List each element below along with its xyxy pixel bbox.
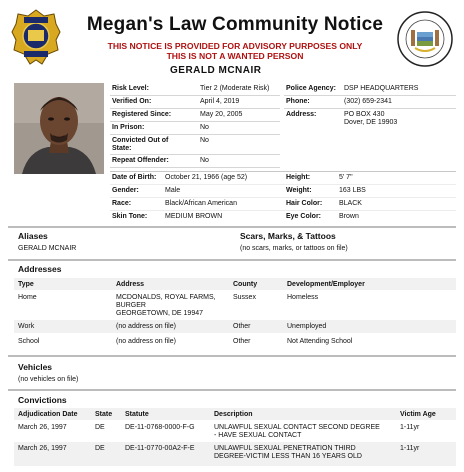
eye-color-value: Brown bbox=[339, 213, 359, 220]
conviction-row-1-victim-age: 1-11yr bbox=[400, 424, 420, 431]
address-line2: Dover, DE 19903 bbox=[344, 119, 398, 126]
divider bbox=[110, 121, 280, 122]
vehicles-heading: Vehicles bbox=[18, 362, 53, 372]
verified-on-label: Verified On: bbox=[112, 98, 152, 105]
alias-item: GERALD MCNAIR bbox=[18, 245, 77, 252]
section-divider bbox=[8, 389, 456, 391]
offender-name: GERALD MCNAIR bbox=[170, 65, 262, 76]
phone-label: Phone: bbox=[286, 98, 310, 105]
divider bbox=[110, 134, 280, 135]
divider bbox=[110, 108, 280, 109]
convictions-col-victim-age: Victim Age bbox=[400, 411, 436, 418]
address-row-home-type: Home bbox=[18, 294, 37, 301]
section-divider bbox=[8, 355, 456, 357]
scars-text: (no scars, marks, or tattoos on file) bbox=[240, 245, 348, 252]
convictions-col-state: State bbox=[95, 411, 113, 418]
conviction-row-2-date: March 26, 1997 bbox=[18, 445, 67, 452]
delaware-state-seal-icon bbox=[396, 10, 454, 68]
section-divider bbox=[8, 226, 456, 228]
address-row-work-type: Work bbox=[18, 323, 35, 330]
conviction-row-2-desc-line1: UNLAWFUL SEXUAL PENETRATION THIRD bbox=[214, 445, 356, 452]
skin-tone-value: MEDIUM BROWN bbox=[165, 213, 223, 220]
address-label: Address: bbox=[286, 111, 317, 118]
address-row-work-county: Other bbox=[233, 323, 251, 330]
race-label: Race: bbox=[112, 200, 132, 207]
dob-value: October 21, 1966 (age 52) bbox=[165, 174, 248, 181]
address-row-school-address: (no address on file) bbox=[116, 338, 176, 345]
addresses-col-county: County bbox=[233, 281, 258, 288]
phone-value: (302) 659-2341 bbox=[344, 98, 392, 105]
section-divider bbox=[8, 259, 456, 261]
conviction-row-2-desc-line2: DEGREE-VICTIM LESS THAN 16 YEARS OLD bbox=[214, 453, 362, 460]
address-row-home-line3: GEORGETOWN, DE 19947 bbox=[116, 310, 204, 317]
repeat-offender-value: No bbox=[200, 157, 209, 164]
conviction-row-2-statute: DE-11-0770-00A2-F-E bbox=[125, 445, 195, 452]
registered-since-value: May 20, 2005 bbox=[200, 111, 243, 118]
divider bbox=[110, 154, 280, 155]
convictions-heading: Convictions bbox=[18, 395, 67, 405]
divider bbox=[110, 210, 456, 211]
weight-value: 163 LBS bbox=[339, 187, 366, 194]
repeat-offender-label: Repeat Offender: bbox=[112, 157, 169, 164]
convictions-col-description: Description bbox=[214, 411, 253, 418]
address-row-school-type: School bbox=[18, 338, 40, 345]
conviction-row-2-victim-age: 1-11yr bbox=[400, 445, 420, 452]
scars-heading: Scars, Marks, & Tattoos bbox=[240, 231, 336, 241]
aliases-heading: Aliases bbox=[18, 231, 48, 241]
risk-level-value: Tier 2 (Moderate Risk) bbox=[200, 85, 270, 92]
delaware-state-police-badge-icon bbox=[10, 8, 62, 68]
eye-color-label: Eye Color: bbox=[286, 213, 322, 220]
gender-value: Male bbox=[165, 187, 181, 194]
address-row-home-line2: BURGER bbox=[116, 302, 146, 309]
addresses-col-type: Type bbox=[18, 281, 34, 288]
convicted-out-of-state-value: No bbox=[200, 137, 209, 144]
hair-color-value: BLACK bbox=[339, 200, 362, 207]
convicted-out-of-state-label-line1: Convicted Out of bbox=[112, 137, 169, 144]
hair-color-label: Hair Color: bbox=[286, 200, 323, 207]
skin-tone-label: Skin Tone: bbox=[112, 213, 148, 220]
weight-label: Weight: bbox=[286, 187, 312, 194]
address-line1: PO BOX 430 bbox=[344, 111, 385, 118]
not-wanted-warning: THIS IS NOT A WANTED PERSON bbox=[166, 51, 304, 61]
address-row-home-employer: Homeless bbox=[287, 294, 319, 301]
address-row-school-county: Other bbox=[233, 338, 251, 345]
address-row-school-employer: Not Attending School bbox=[287, 338, 353, 345]
divider bbox=[110, 197, 456, 198]
convictions-col-statute: Statute bbox=[125, 411, 149, 418]
divider bbox=[284, 108, 456, 109]
police-agency-label: Police Agency: bbox=[286, 85, 336, 92]
page-title: Megan's Law Community Notice bbox=[86, 14, 384, 35]
vehicles-text: (no vehicles on file) bbox=[18, 376, 79, 383]
gender-label: Gender: bbox=[112, 187, 139, 194]
advisory-warning: THIS NOTICE IS PROVIDED FOR ADVISORY PURPOSES ONLY bbox=[107, 41, 363, 51]
conviction-row-1-state: DE bbox=[95, 424, 105, 431]
conviction-row-2-state: DE bbox=[95, 445, 105, 452]
registered-since-label: Registered Since: bbox=[112, 111, 172, 118]
in-prison-label: In Prison: bbox=[112, 124, 145, 131]
address-row-home-county: Sussex bbox=[233, 294, 256, 301]
address-row-work-address: (no address on file) bbox=[116, 323, 176, 330]
divider bbox=[110, 184, 456, 185]
police-agency-value: DSP HEADQUARTERS bbox=[344, 85, 419, 92]
address-row-home-line1: MCDONALDS, ROYAL FARMS, bbox=[116, 294, 216, 301]
divider bbox=[110, 167, 280, 168]
risk-level-label: Risk Level: bbox=[112, 85, 149, 92]
race-value: Black/African American bbox=[165, 200, 237, 207]
verified-on-value: April 4, 2019 bbox=[200, 98, 240, 105]
offender-photo bbox=[14, 83, 104, 174]
convicted-out-of-state-label-line2: State: bbox=[112, 145, 132, 152]
address-row-work-employer: Unemployed bbox=[287, 323, 327, 330]
conviction-row-1-desc-line1: UNLAWFUL SEXUAL CONTACT SECOND DEGREE bbox=[214, 424, 380, 431]
height-label: Height: bbox=[286, 174, 311, 181]
addresses-heading: Addresses bbox=[18, 264, 62, 274]
addresses-col-address: Address bbox=[116, 281, 145, 288]
conviction-row-1-statute: DE-11-0768-0000-F-G bbox=[125, 424, 195, 431]
dob-label: Date of Birth: bbox=[112, 174, 157, 181]
divider bbox=[284, 95, 456, 96]
height-value: 5' 7" bbox=[339, 174, 353, 181]
divider bbox=[110, 95, 280, 96]
in-prison-value: No bbox=[200, 124, 209, 131]
convictions-col-date: Adjudication Date bbox=[18, 411, 78, 418]
divider bbox=[110, 171, 456, 172]
conviction-row-1-date: March 26, 1997 bbox=[18, 424, 67, 431]
addresses-col-employer: Development/Employer bbox=[287, 281, 365, 288]
conviction-row-1-desc-line2: - HAVE SEXUAL CONTACT bbox=[214, 432, 302, 439]
